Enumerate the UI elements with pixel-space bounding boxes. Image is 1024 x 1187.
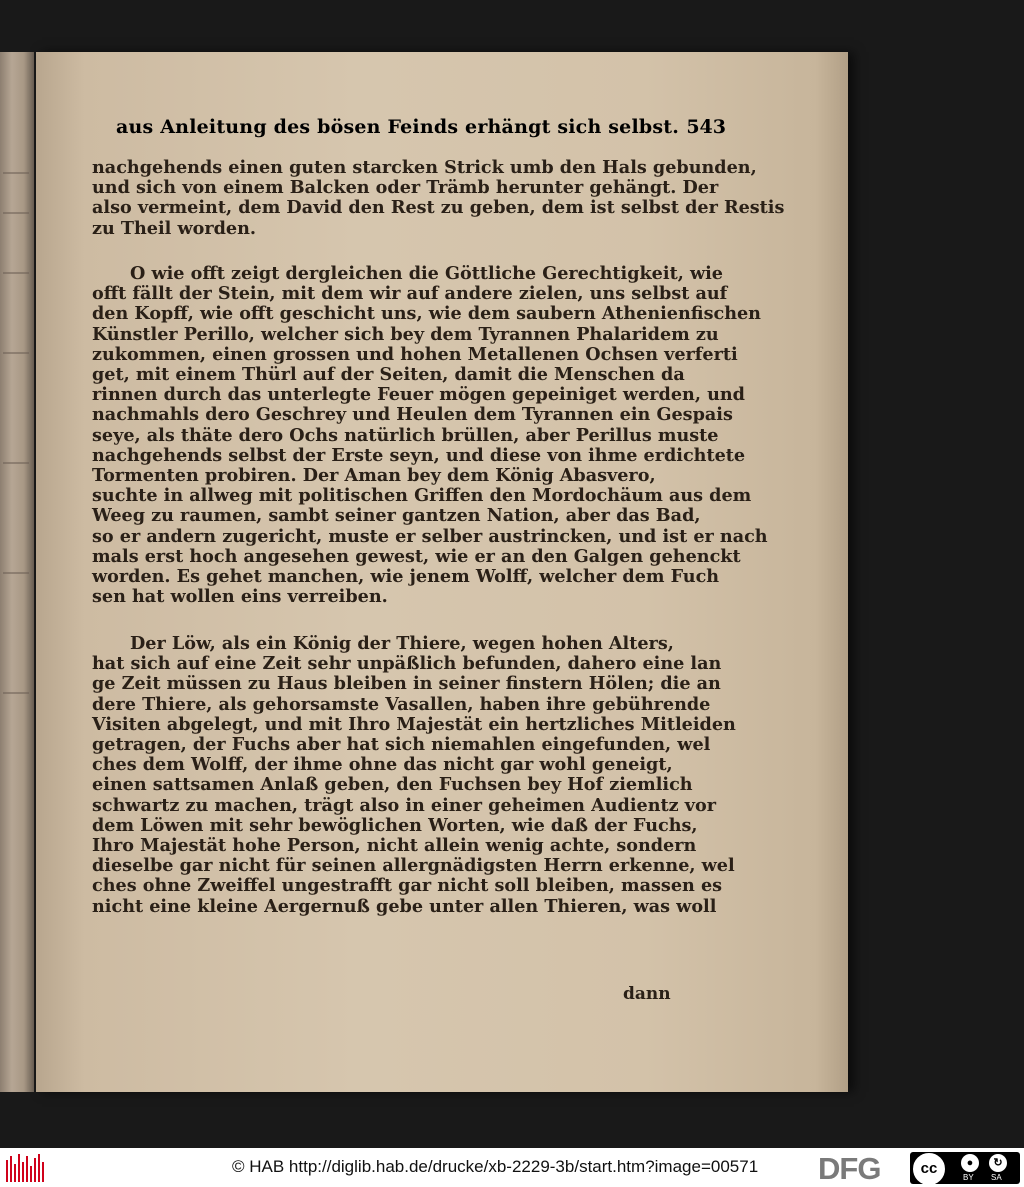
ghost-line	[3, 212, 29, 214]
text-line: nachmahls dero Geschrey und Heulen dem Tyrannen ein Gespais	[92, 404, 733, 426]
paragraph-2	[92, 263, 768, 608]
paragraph-1	[92, 157, 785, 239]
text-line: get, mit einem Thürl auf der Seiten, damit die Menschen da	[92, 364, 685, 386]
ghost-line	[3, 692, 29, 694]
text-line: hat sich auf eine Zeit sehr unpäßlich befunden, dahero eine lan	[92, 653, 722, 675]
text-line: O wie offt zeigt dergleichen die Göttliche Gerechtigkeit, wie	[130, 263, 723, 284]
text-line: suchte in allweg mit politischen Griffen den Mordochäum aus dem	[92, 485, 752, 507]
text-line: den Kopff, wie offt geschicht uns, wie dem saubern Athenienfischen	[92, 303, 761, 325]
ghost-line	[3, 352, 29, 354]
cc-license-badge[interactable]	[910, 1152, 1020, 1184]
text-line: also vermeint, dem David den Rest zu geben, dem ist selbst der Restis	[92, 197, 785, 219]
cc-icon: cc	[913, 1153, 945, 1185]
text-line: Visiten abgelegt, und mit Ihro Majestät ein hertzliches Mitleiden	[92, 713, 736, 735]
hab-logo-icon	[6, 1154, 48, 1182]
ghost-line	[3, 172, 29, 174]
dfg-logo: DFG	[818, 1151, 881, 1186]
copyright-link[interactable]: © HAB http://diglib.hab.de/drucke/xb-2229-3b/start.htm?image=00571	[232, 1157, 759, 1176]
sa-icon: ↻	[989, 1154, 1007, 1172]
text-line: ches dem Wolff, der ihme ohne das nicht gar wohl geneigt,	[92, 754, 673, 776]
text-line: Ihro Majestät hohe Person, nicht allein wenig achte, sondern	[92, 835, 697, 857]
text-line: zukommen, einen grossen und hohen Metallenen Ochsen verferti	[92, 343, 738, 365]
running-title: aus Anleitung des bösen Feinds erhängt sich selbst.	[116, 116, 680, 138]
text-line: einen sattsamen Anlaß geben, den Fuchsen bey Hof ziemlich	[92, 774, 693, 796]
text-line: offt fällt der Stein, mit dem wir auf andere zielen, uns selbst auf	[92, 283, 728, 305]
text-line: mals erst hoch angesehen gewest, wie er an den Galgen gehenckt	[92, 545, 741, 567]
text-line: Künstler Perillo, welcher sich bey dem Tyrannen Phalaridem zu	[92, 323, 719, 345]
text-line: so er andern zugericht, muste er selber austrincken, und ist er nach	[92, 525, 768, 547]
text-line: dem Löwen mit sehr bewöglichen Worten, wie daß der Fuchs,	[92, 814, 698, 836]
text-line: seye, als thäte dero Ochs natürlich brüllen, aber Perillus muste	[92, 424, 719, 446]
text-line: nicht eine kleine Aergernuß gebe unter allen Thieren, was woll	[92, 895, 717, 917]
by-icon: ●	[961, 1154, 979, 1172]
text-line: schwartz zu machen, trägt also in einer geheimen Audientz vor	[92, 794, 716, 816]
text-line: rinnen durch das unterlegte Feuer mögen gepeiniget werden, und	[92, 384, 745, 406]
text-line: nachgehends selbst der Erste seyn, und diese von ihme erdichtete	[92, 444, 746, 466]
text-line: dere Thiere, als gehorsamste Vasallen, haben ihre gebührende	[92, 693, 711, 715]
ghost-line	[3, 572, 29, 574]
sa-label: SA	[991, 1173, 1002, 1182]
text-line: Weeg zu raumen, sambt seiner gantzen Nation, aber das Bad,	[92, 505, 701, 527]
previous-page-edge	[0, 52, 34, 1092]
text-line: getragen, der Fuchs aber hat sich niemahlen eingefunden, wel	[92, 734, 711, 756]
text-line: nachgehends einen guten starcken Strick umb den Hals gebunden,	[92, 157, 757, 178]
paragraph-3	[92, 633, 736, 917]
text-line: ches ohne Zweiffel ungestrafft gar nicht soll bleiben, massen es	[92, 875, 723, 897]
footer-bar	[0, 1148, 1024, 1187]
ghost-line	[3, 272, 29, 274]
text-line: Der Löw, als ein König der Thiere, wegen hohen Alters,	[130, 633, 674, 654]
text-line: und sich von einem Balcken oder Trämb herunter gehängt. Der	[92, 177, 719, 199]
ghost-line	[3, 462, 29, 464]
book-page	[36, 52, 848, 1092]
text-line: ge Zeit müssen zu Haus bleiben in seiner finstern Hölen; die an	[92, 673, 721, 695]
text-line: sen hat wollen eins verreiben.	[92, 586, 388, 608]
catchword: dann	[623, 984, 671, 1004]
text-line: Tormenten probiren. Der Aman bey dem König Abasvero,	[92, 465, 656, 487]
page-number: 543	[686, 116, 726, 138]
running-head	[116, 116, 726, 146]
text-line: dieselbe gar nicht für seinen allergnädigsten Herrn erkenne, wel	[92, 855, 735, 877]
text-line: zu Theil worden.	[92, 217, 257, 239]
by-label: BY	[963, 1173, 974, 1182]
text-line: worden. Es gehet manchen, wie jenem Wolff, welcher dem Fuch	[92, 566, 720, 588]
